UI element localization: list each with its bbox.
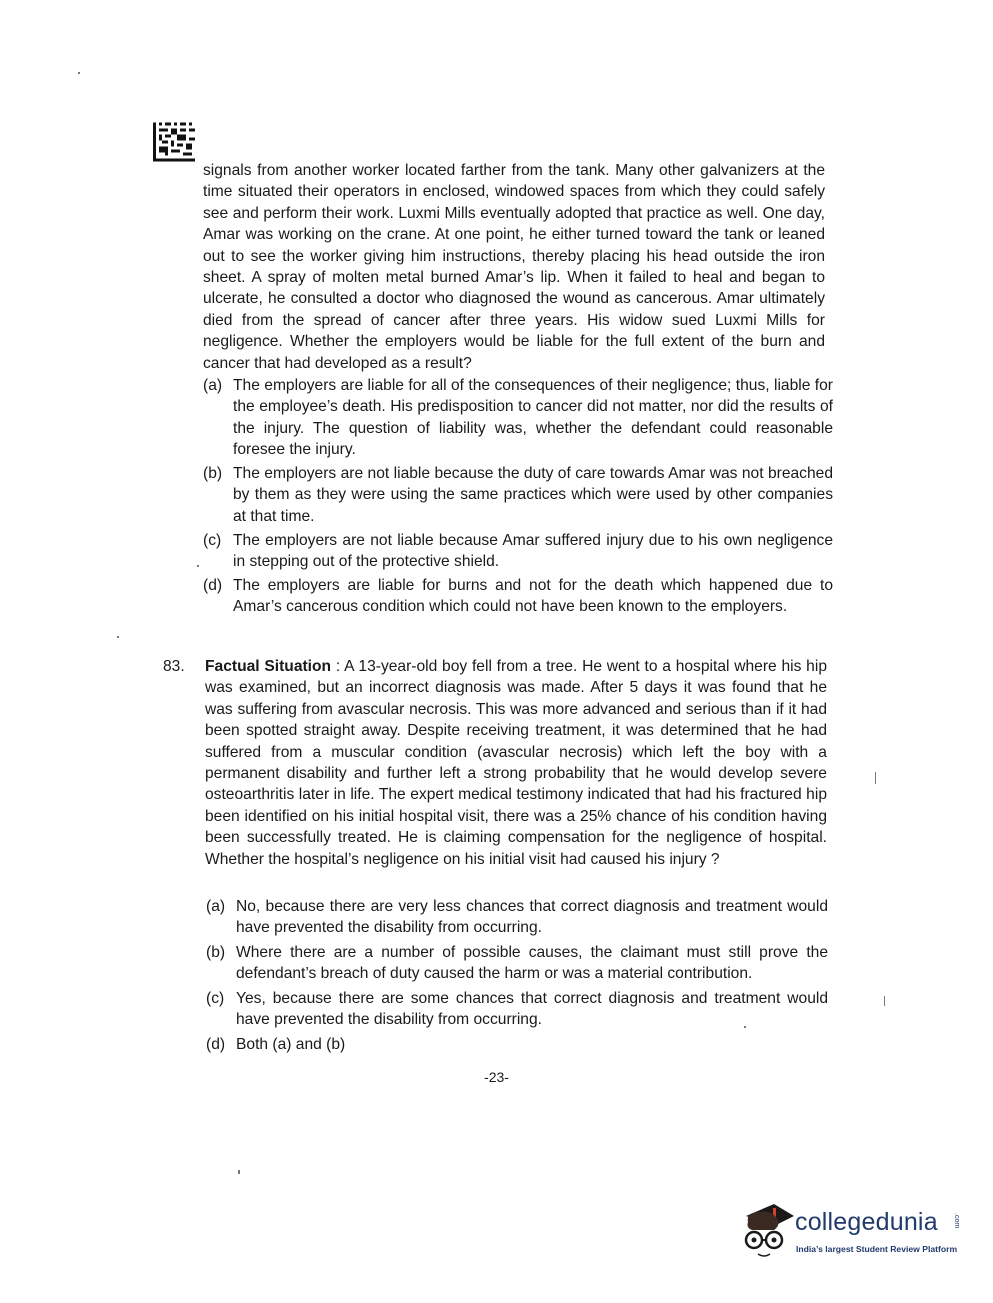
question-83-text bbox=[205, 656, 827, 870]
datamatrix-code-icon bbox=[153, 122, 195, 162]
question-number: 83. bbox=[163, 658, 185, 675]
scan-speck bbox=[875, 772, 876, 784]
scan-speck bbox=[117, 636, 119, 638]
question-83-body: : A 13-year-old boy fell from a tree. He went to a hospital where his hip was examined, but an incorrect diagnosis was made. After 5 days it was found that he was suffering from avascular necrosis. This was more advanced and serious than if it had been spotted straight away. Despite receiving treatment, it was determined that he had suffered from a muscular condition (avascular necrosis) which left the boy with a permanent disability and further left a strong probability that he would develop severe osteoarthritis later in life. The expert medical testimony indicated that had his fractured hip been identified on his initial hospital visit, there was a 25% chance of his condition having been successfully treated. He is claiming compensation for the negligence of hospital. Whether the hospital’s negligence on his initial visit had caused his injury ? bbox=[205, 658, 827, 868]
logo-domain: .com bbox=[953, 1213, 960, 1229]
question-82-continuation: signals from another worker located farther from the tank. Many other galvanizers at the time situated their operators in enclosed, windowed spaces from which they could safely see and perform their work. Luxmi Mills eventually adopted that practice as well. One day, Amar was working on the crane. At one point, he either turned toward the tank or leaned out to see the worker giving him instructions, thereby placing his head outside the iron sheet. A spray of molten metal burned Amar’s lip. When it failed to heal and began to ulcerate, he consulted a doctor who diagnosed the wound as cancerous. Amar ultimately died from the spread of cancer after three years. His widow sued Luxmi Mills for negligence. Whether the employers would be liable for the full extent of the burn and cancer that had developed as a result? bbox=[203, 162, 825, 372]
q83-option-a: (a) No, because there are very less chances that correct diagnosis and treatment would have prevented the disability from occurring. bbox=[206, 898, 828, 937]
logo-tagline: India’s largest Student Review Platform bbox=[796, 1244, 958, 1254]
q82-option-d: (d) The employers are liable for burns and not for the death which happened due to Amar’s cancerous condition which could not have been known to the employers. bbox=[203, 577, 833, 616]
scan-speck bbox=[744, 1026, 746, 1028]
question-83-heading: Factual Situation bbox=[205, 658, 332, 675]
scan-speck bbox=[884, 996, 885, 1006]
q82-option-b: (b) The employers are not liable because the duty of care towards Amar was not breached by them as they were using the same practices which were used by other companies at that time. bbox=[203, 465, 833, 525]
q83-option-d: (d) Both (a) and (b) bbox=[206, 1036, 346, 1053]
page-number: -23- bbox=[484, 1069, 509, 1085]
scan-speck bbox=[197, 565, 199, 567]
logo-wordmark: collegedunia bbox=[795, 1208, 938, 1236]
q82-option-c: (c) The employers are not liable because Amar suffered injury due to his own negligence in stepping out of the protective shield. bbox=[203, 532, 833, 571]
q83-option-b: (b) Where there are a number of possible causes, the claimant must still prove the defendant’s breach of duty caused the harm or was a material contribution. bbox=[206, 944, 828, 983]
q83-option-c: (c) Yes, because there are some chances that correct diagnosis and treatment would have prevented the disability from occurring. bbox=[206, 990, 828, 1029]
scan-speck bbox=[78, 72, 80, 74]
scan-speck bbox=[238, 1170, 240, 1174]
q82-option-a: (a) The employers are liable for all of the consequences of their negligence; thus, liable for the employee’s death. His predisposition to cancer did not matter, nor did the results of the injury. The question of liability was, whether the defendant could reasonable foresee the injury. bbox=[203, 377, 833, 459]
